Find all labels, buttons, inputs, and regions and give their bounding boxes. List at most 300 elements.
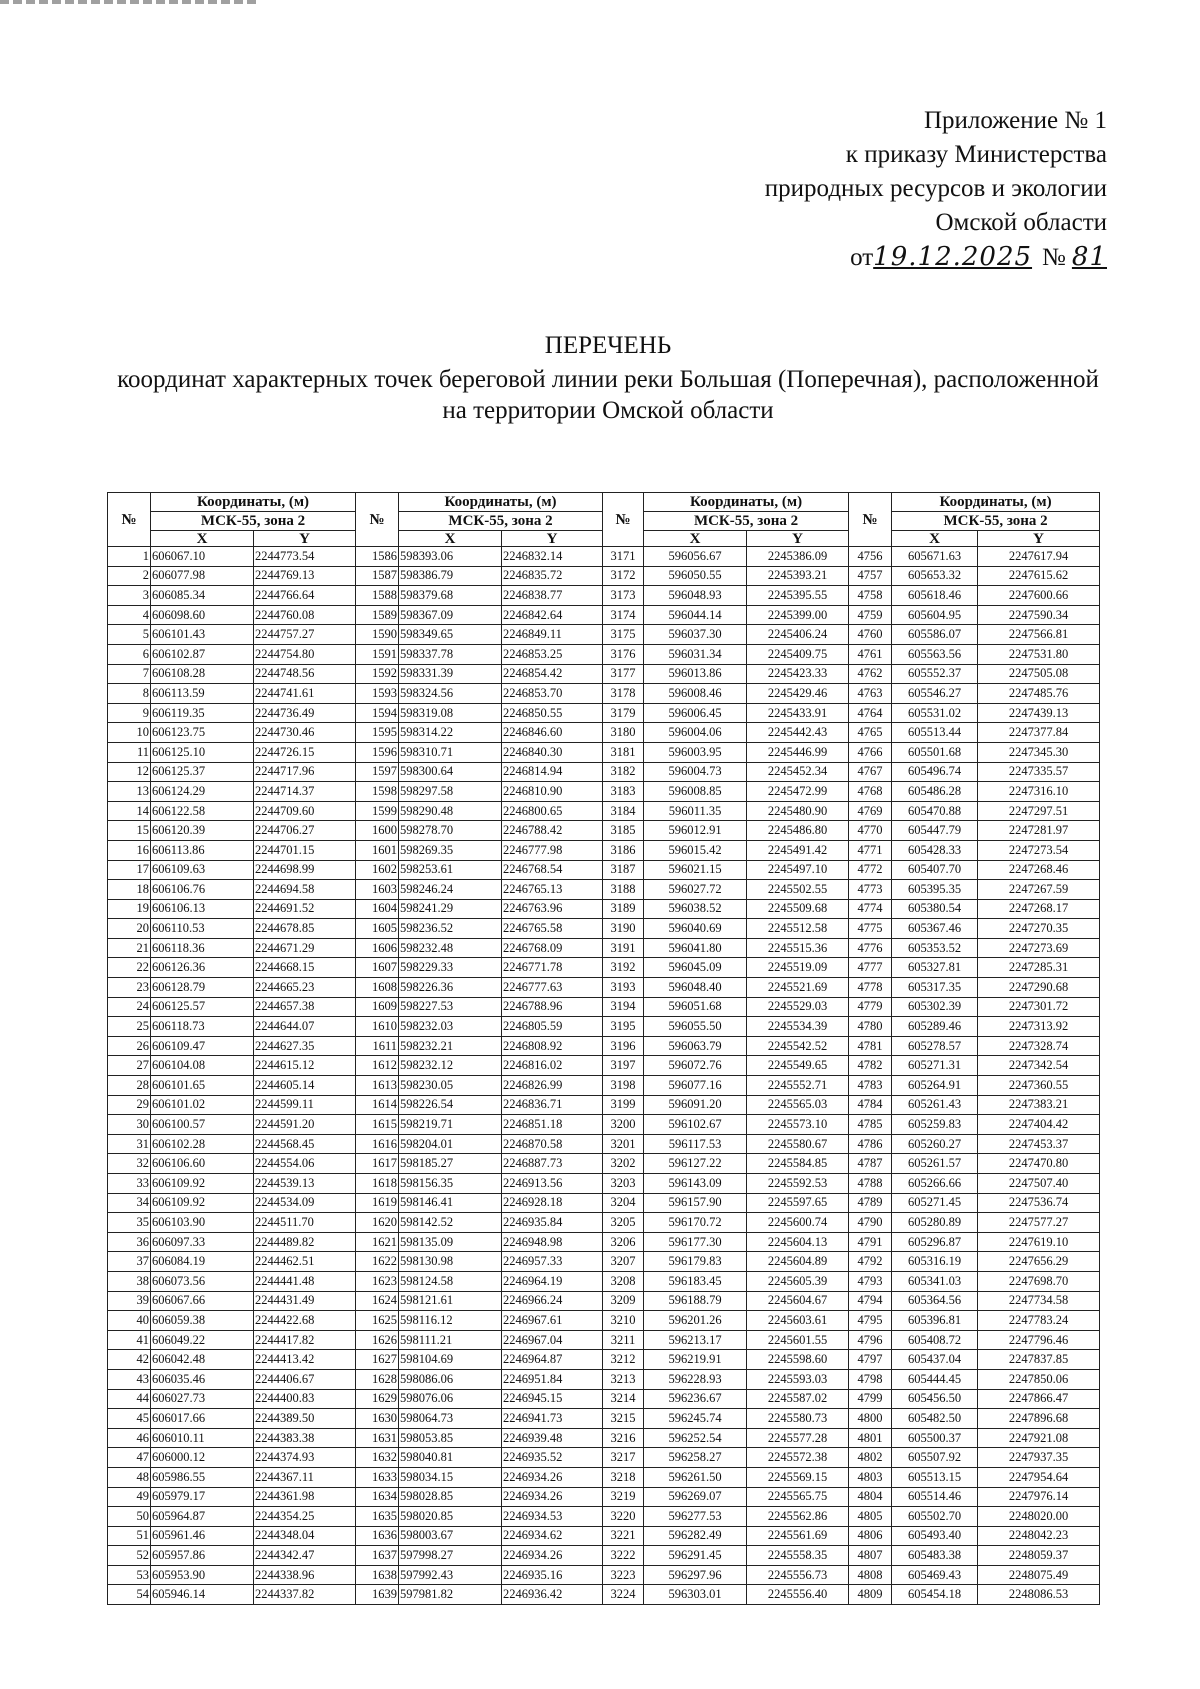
coord-x: 598379.68	[399, 586, 502, 606]
point-number: 4791	[849, 1232, 892, 1252]
table-row	[108, 566, 1100, 586]
coord-y: 2246826.99	[502, 1076, 603, 1096]
table-row	[108, 1448, 1100, 1468]
coord-y: 2246935.84	[502, 1213, 603, 1233]
coord-y: 2244441.48	[254, 1271, 356, 1291]
coord-x: 605486.28	[892, 782, 978, 802]
coord-y: 2244389.50	[254, 1409, 356, 1429]
coord-y: 2246870.58	[502, 1134, 603, 1154]
coord-x: 605456.50	[892, 1389, 978, 1409]
point-number: 1597	[356, 762, 399, 782]
point-number: 1629	[356, 1389, 399, 1409]
table-row	[108, 644, 1100, 664]
coord-x: 605341.03	[892, 1271, 978, 1291]
point-number: 43	[108, 1369, 151, 1389]
coord-y: 2247937.35	[978, 1448, 1100, 1468]
coord-y: 2247866.47	[978, 1389, 1100, 1409]
coord-x: 598226.36	[399, 978, 502, 998]
coord-x: 596003.95	[644, 742, 747, 762]
coord-x: 596179.83	[644, 1252, 747, 1272]
table-row	[108, 1017, 1100, 1037]
point-number: 17	[108, 860, 151, 880]
coord-y: 2247485.76	[978, 684, 1100, 704]
point-number: 3201	[603, 1134, 644, 1154]
coord-y: 2245393.21	[747, 566, 849, 586]
coord-x: 605261.43	[892, 1095, 978, 1115]
coord-x: 596044.14	[644, 605, 747, 625]
coord-y: 2245592.53	[747, 1174, 849, 1194]
coord-y: 2245406.24	[747, 625, 849, 645]
point-number: 3200	[603, 1115, 644, 1135]
coord-x: 596040.69	[644, 919, 747, 939]
coord-y: 2247617.94	[978, 547, 1100, 567]
point-number: 4757	[849, 566, 892, 586]
coord-y: 2245601.55	[747, 1330, 849, 1350]
coord-y: 2246836.71	[502, 1095, 603, 1115]
coord-x: 596117.53	[644, 1134, 747, 1154]
coord-x: 596063.79	[644, 1036, 747, 1056]
coord-x: 605444.45	[892, 1369, 978, 1389]
coord-y: 2244462.51	[254, 1252, 356, 1272]
coord-y: 2247619.10	[978, 1232, 1100, 1252]
point-number: 47	[108, 1448, 151, 1468]
table-row	[108, 1311, 1100, 1331]
coord-x: 605957.86	[151, 1546, 254, 1566]
point-number: 3196	[603, 1036, 644, 1056]
coord-x: 596048.93	[644, 586, 747, 606]
point-number: 1631	[356, 1428, 399, 1448]
coord-y: 2247698.70	[978, 1271, 1100, 1291]
coord-x: 606108.28	[151, 664, 254, 684]
coord-x: 605979.17	[151, 1487, 254, 1507]
coord-x: 605316.19	[892, 1252, 978, 1272]
coord-y: 2244539.13	[254, 1174, 356, 1194]
point-number: 38	[108, 1271, 151, 1291]
table-row	[108, 1252, 1100, 1272]
point-number: 4756	[849, 547, 892, 567]
point-number: 3222	[603, 1546, 644, 1566]
coord-y: 2244694.58	[254, 880, 356, 900]
table-row	[108, 1467, 1100, 1487]
coord-x: 596050.55	[644, 566, 747, 586]
point-number: 3220	[603, 1507, 644, 1527]
table-row	[108, 1291, 1100, 1311]
point-number: 3174	[603, 605, 644, 625]
point-number: 4806	[849, 1526, 892, 1546]
coord-x: 598028.85	[399, 1487, 502, 1507]
point-number: 46	[108, 1428, 151, 1448]
coord-x: 605266.66	[892, 1174, 978, 1194]
coord-y: 2245497.10	[747, 860, 849, 880]
coord-x: 596219.91	[644, 1350, 747, 1370]
coord-y: 2247505.08	[978, 664, 1100, 684]
coord-y: 2246765.58	[502, 919, 603, 939]
coord-y: 2246854.42	[502, 664, 603, 684]
coord-y: 2245423.33	[747, 664, 849, 684]
coord-y: 2247313.92	[978, 1017, 1100, 1037]
crs-header: МСК-55, зона 2	[892, 512, 1100, 531]
coord-x: 596013.86	[644, 664, 747, 684]
point-number: 1589	[356, 605, 399, 625]
table-row	[108, 919, 1100, 939]
coord-x: 606027.73	[151, 1389, 254, 1409]
coord-y: 2245515.36	[747, 938, 849, 958]
coord-y: 2245486.80	[747, 821, 849, 841]
table-row	[108, 1056, 1100, 1076]
coord-y: 2244591.20	[254, 1115, 356, 1135]
coord-y: 2245556.73	[747, 1565, 849, 1585]
point-number: 4770	[849, 821, 892, 841]
point-number: 1616	[356, 1134, 399, 1154]
coord-x: 598319.08	[399, 703, 502, 723]
point-number: 11	[108, 742, 151, 762]
coord-y: 2244741.61	[254, 684, 356, 704]
point-number: 4775	[849, 919, 892, 939]
coord-x: 605367.46	[892, 919, 978, 939]
point-number: 4762	[849, 664, 892, 684]
coord-y: 2244374.93	[254, 1448, 356, 1468]
point-number: 3209	[603, 1291, 644, 1311]
point-number: 1614	[356, 1095, 399, 1115]
coord-y: 2244709.60	[254, 801, 356, 821]
coord-y: 2247566.81	[978, 625, 1100, 645]
coord-y: 2244748.56	[254, 664, 356, 684]
coord-x: 598230.05	[399, 1076, 502, 1096]
point-number: 1632	[356, 1448, 399, 1468]
point-number: 3178	[603, 684, 644, 704]
coord-y: 2246964.19	[502, 1271, 603, 1291]
coord-y: 2246853.25	[502, 644, 603, 664]
point-number: 4793	[849, 1271, 892, 1291]
point-number: 3205	[603, 1213, 644, 1233]
num-header: №	[356, 493, 399, 547]
coord-x: 598324.56	[399, 684, 502, 704]
point-number: 6	[108, 644, 151, 664]
coord-x: 606100.57	[151, 1115, 254, 1135]
point-number: 23	[108, 978, 151, 998]
coord-y: 2244701.15	[254, 840, 356, 860]
point-number: 3179	[603, 703, 644, 723]
point-number: 1592	[356, 664, 399, 684]
coord-y: 2246765.13	[502, 880, 603, 900]
point-number: 3208	[603, 1271, 644, 1291]
coord-y: 2244406.67	[254, 1369, 356, 1389]
point-number: 3198	[603, 1076, 644, 1096]
coord-y: 2248042.23	[978, 1526, 1100, 1546]
coord-y: 2245558.35	[747, 1546, 849, 1566]
point-number: 3199	[603, 1095, 644, 1115]
coord-x: 606098.60	[151, 605, 254, 625]
point-number: 1602	[356, 860, 399, 880]
coord-x: 606123.75	[151, 723, 254, 743]
coord-x: 598232.21	[399, 1036, 502, 1056]
coord-x: 598367.09	[399, 605, 502, 625]
coord-y: 2244714.37	[254, 782, 356, 802]
coord-y: 2244717.96	[254, 762, 356, 782]
point-number: 1605	[356, 919, 399, 939]
point-number: 4784	[849, 1095, 892, 1115]
coord-y: 2247615.62	[978, 566, 1100, 586]
coord-y: 2248075.49	[978, 1565, 1100, 1585]
coord-x: 598226.54	[399, 1095, 502, 1115]
coord-y: 2244599.11	[254, 1095, 356, 1115]
number-label: №	[1042, 244, 1066, 271]
coord-y: 2245565.75	[747, 1487, 849, 1507]
coord-y: 2246800.65	[502, 801, 603, 821]
table-row	[108, 703, 1100, 723]
coord-x: 605496.74	[892, 762, 978, 782]
coord-y: 2247470.80	[978, 1154, 1100, 1174]
coord-x: 598185.27	[399, 1154, 502, 1174]
coord-x: 605500.37	[892, 1428, 978, 1448]
point-number: 1603	[356, 880, 399, 900]
point-number: 1619	[356, 1193, 399, 1213]
point-number: 3190	[603, 919, 644, 939]
coord-x: 596261.50	[644, 1467, 747, 1487]
coord-x: 598246.24	[399, 880, 502, 900]
appendix-line-3: природных ресурсов и экологии	[764, 175, 1107, 202]
coord-x: 598135.09	[399, 1232, 502, 1252]
coord-x: 596077.16	[644, 1076, 747, 1096]
point-number: 4776	[849, 938, 892, 958]
coord-x: 596045.09	[644, 958, 747, 978]
point-number: 52	[108, 1546, 151, 1566]
coord-y: 2247954.64	[978, 1467, 1100, 1487]
coord-y: 2246849.11	[502, 625, 603, 645]
coord-y: 2247850.06	[978, 1369, 1100, 1389]
coord-y: 2244568.45	[254, 1134, 356, 1154]
coord-x: 606101.02	[151, 1095, 254, 1115]
point-number: 1598	[356, 782, 399, 802]
coord-x: 605396.81	[892, 1311, 978, 1331]
coord-x: 605546.27	[892, 684, 978, 704]
point-number: 33	[108, 1174, 151, 1194]
coord-x: 605395.35	[892, 880, 978, 900]
point-number: 3210	[603, 1311, 644, 1331]
coord-y: 2246835.72	[502, 566, 603, 586]
coord-y: 2244757.27	[254, 625, 356, 645]
coord-x: 605964.87	[151, 1507, 254, 1527]
coord-x: 606120.39	[151, 821, 254, 841]
point-number: 4758	[849, 586, 892, 606]
crs-header: МСК-55, зона 2	[644, 512, 849, 531]
coord-x: 598290.48	[399, 801, 502, 821]
coord-y: 2244534.09	[254, 1193, 356, 1213]
x-header: X	[644, 531, 747, 547]
coord-y: 2244422.68	[254, 1311, 356, 1331]
coord-y: 2245549.65	[747, 1056, 849, 1076]
coord-x: 606109.92	[151, 1193, 254, 1213]
point-number: 54	[108, 1585, 151, 1605]
coord-y: 2245584.85	[747, 1154, 849, 1174]
coord-x: 598130.98	[399, 1252, 502, 1272]
coord-x: 596183.45	[644, 1271, 747, 1291]
coord-x: 605961.46	[151, 1526, 254, 1546]
coord-y: 2246936.42	[502, 1585, 603, 1605]
point-number: 1639	[356, 1585, 399, 1605]
coord-y: 2247783.24	[978, 1311, 1100, 1331]
coord-x: 605604.95	[892, 605, 978, 625]
coord-x: 598111.21	[399, 1330, 502, 1350]
coord-y: 2246840.30	[502, 742, 603, 762]
coord-x: 596157.90	[644, 1193, 747, 1213]
coord-y: 2244754.80	[254, 644, 356, 664]
coord-x: 598314.22	[399, 723, 502, 743]
coord-x: 596021.15	[644, 860, 747, 880]
coord-y: 2244627.35	[254, 1036, 356, 1056]
coord-y: 2246838.77	[502, 586, 603, 606]
point-number: 15	[108, 821, 151, 841]
point-number: 1609	[356, 997, 399, 1017]
coord-x: 606110.53	[151, 919, 254, 939]
point-number: 36	[108, 1232, 151, 1252]
coord-y: 2246939.48	[502, 1428, 603, 1448]
point-number: 3189	[603, 899, 644, 919]
coord-y: 2246850.55	[502, 703, 603, 723]
point-number: 4782	[849, 1056, 892, 1076]
point-number: 1627	[356, 1350, 399, 1370]
point-number: 1625	[356, 1311, 399, 1331]
table-row	[108, 1134, 1100, 1154]
coord-x: 605261.57	[892, 1154, 978, 1174]
coord-x: 598300.64	[399, 762, 502, 782]
point-number: 4767	[849, 762, 892, 782]
point-number: 3187	[603, 860, 644, 880]
table-row	[108, 1546, 1100, 1566]
table-row	[108, 782, 1100, 802]
coord-y: 2244605.14	[254, 1076, 356, 1096]
appendix-line-2: к приказу Министерства	[845, 141, 1107, 168]
coord-y: 2246777.63	[502, 978, 603, 998]
point-number: 45	[108, 1409, 151, 1429]
point-number: 3180	[603, 723, 644, 743]
coord-y: 2245593.03	[747, 1369, 849, 1389]
point-number: 1620	[356, 1213, 399, 1233]
table-row	[108, 1526, 1100, 1546]
coord-y: 2245604.67	[747, 1291, 849, 1311]
order-date-number	[765, 240, 1107, 275]
point-number: 4788	[849, 1174, 892, 1194]
coord-y: 2245519.09	[747, 958, 849, 978]
coord-y: 2245480.90	[747, 801, 849, 821]
coord-y: 2244736.49	[254, 703, 356, 723]
point-number: 49	[108, 1487, 151, 1507]
point-number: 1588	[356, 586, 399, 606]
coord-y: 2245529.03	[747, 997, 849, 1017]
coord-x: 596072.76	[644, 1056, 747, 1076]
coord-x: 598156.35	[399, 1174, 502, 1194]
coord-x: 596008.85	[644, 782, 747, 802]
coord-y: 2245433.91	[747, 703, 849, 723]
coord-x: 605271.45	[892, 1193, 978, 1213]
point-number: 5	[108, 625, 151, 645]
point-number: 4769	[849, 801, 892, 821]
coord-y: 2247285.31	[978, 958, 1100, 978]
point-number: 1611	[356, 1036, 399, 1056]
coord-y: 2245409.75	[747, 644, 849, 664]
table-row	[108, 1213, 1100, 1233]
coord-x: 606059.38	[151, 1311, 254, 1331]
point-number: 4798	[849, 1369, 892, 1389]
coord-x: 605469.43	[892, 1565, 978, 1585]
coord-y: 2246771.78	[502, 958, 603, 978]
point-number: 9	[108, 703, 151, 723]
table-row	[108, 742, 1100, 762]
coord-x: 598232.48	[399, 938, 502, 958]
table-row	[108, 723, 1100, 743]
coord-y: 2246957.33	[502, 1252, 603, 1272]
coord-x: 606067.10	[151, 547, 254, 567]
point-number: 3214	[603, 1389, 644, 1409]
coord-y: 2246842.64	[502, 605, 603, 625]
coord-x: 596143.09	[644, 1174, 747, 1194]
coord-y: 2246846.60	[502, 723, 603, 743]
coord-x: 606104.08	[151, 1056, 254, 1076]
coord-y: 2246887.73	[502, 1154, 603, 1174]
table-row	[108, 684, 1100, 704]
coord-header: Координаты, (м)	[151, 493, 356, 512]
coord-x: 596027.72	[644, 880, 747, 900]
coord-y: 2246941.73	[502, 1409, 603, 1429]
point-number: 1618	[356, 1174, 399, 1194]
coordinates-body	[108, 547, 1100, 1605]
coord-y: 2244665.23	[254, 978, 356, 998]
coord-y: 2245395.55	[747, 586, 849, 606]
point-number: 51	[108, 1526, 151, 1546]
coord-x: 596277.53	[644, 1507, 747, 1527]
coord-y: 2245472.99	[747, 782, 849, 802]
point-number: 30	[108, 1115, 151, 1135]
coord-y: 2247345.30	[978, 742, 1100, 762]
coord-x: 605552.37	[892, 664, 978, 684]
coord-x: 598116.12	[399, 1311, 502, 1331]
coord-y: 2244678.85	[254, 919, 356, 939]
coord-y: 2245509.68	[747, 899, 849, 919]
coord-y: 2245597.65	[747, 1193, 849, 1213]
appendix-line-4: Омской области	[935, 209, 1107, 236]
coord-x: 596056.67	[644, 547, 747, 567]
coord-y: 2247301.72	[978, 997, 1100, 1017]
point-number: 1594	[356, 703, 399, 723]
coord-y: 2246948.98	[502, 1232, 603, 1252]
point-number: 1635	[356, 1507, 399, 1527]
coord-x: 606101.43	[151, 625, 254, 645]
coord-y: 2244361.98	[254, 1487, 356, 1507]
coord-x: 598003.67	[399, 1526, 502, 1546]
coord-y: 2246805.59	[502, 1017, 603, 1037]
coord-y: 2245600.74	[747, 1213, 849, 1233]
point-number: 4787	[849, 1154, 892, 1174]
table-row	[108, 1115, 1100, 1135]
point-number: 4795	[849, 1311, 892, 1331]
scan-artifact	[0, 0, 260, 4]
point-number: 4789	[849, 1193, 892, 1213]
point-number: 4764	[849, 703, 892, 723]
point-number: 34	[108, 1193, 151, 1213]
table-row	[108, 1154, 1100, 1174]
coord-x: 605653.32	[892, 566, 978, 586]
coord-y: 2244644.07	[254, 1017, 356, 1037]
coord-y: 2245572.38	[747, 1448, 849, 1468]
coord-x: 598278.70	[399, 821, 502, 841]
coord-x: 596015.42	[644, 840, 747, 860]
coord-x: 605259.83	[892, 1115, 978, 1135]
coord-x: 596236.67	[644, 1389, 747, 1409]
point-number: 1634	[356, 1487, 399, 1507]
point-number: 1633	[356, 1467, 399, 1487]
point-number: 4772	[849, 860, 892, 880]
point-number: 4763	[849, 684, 892, 704]
